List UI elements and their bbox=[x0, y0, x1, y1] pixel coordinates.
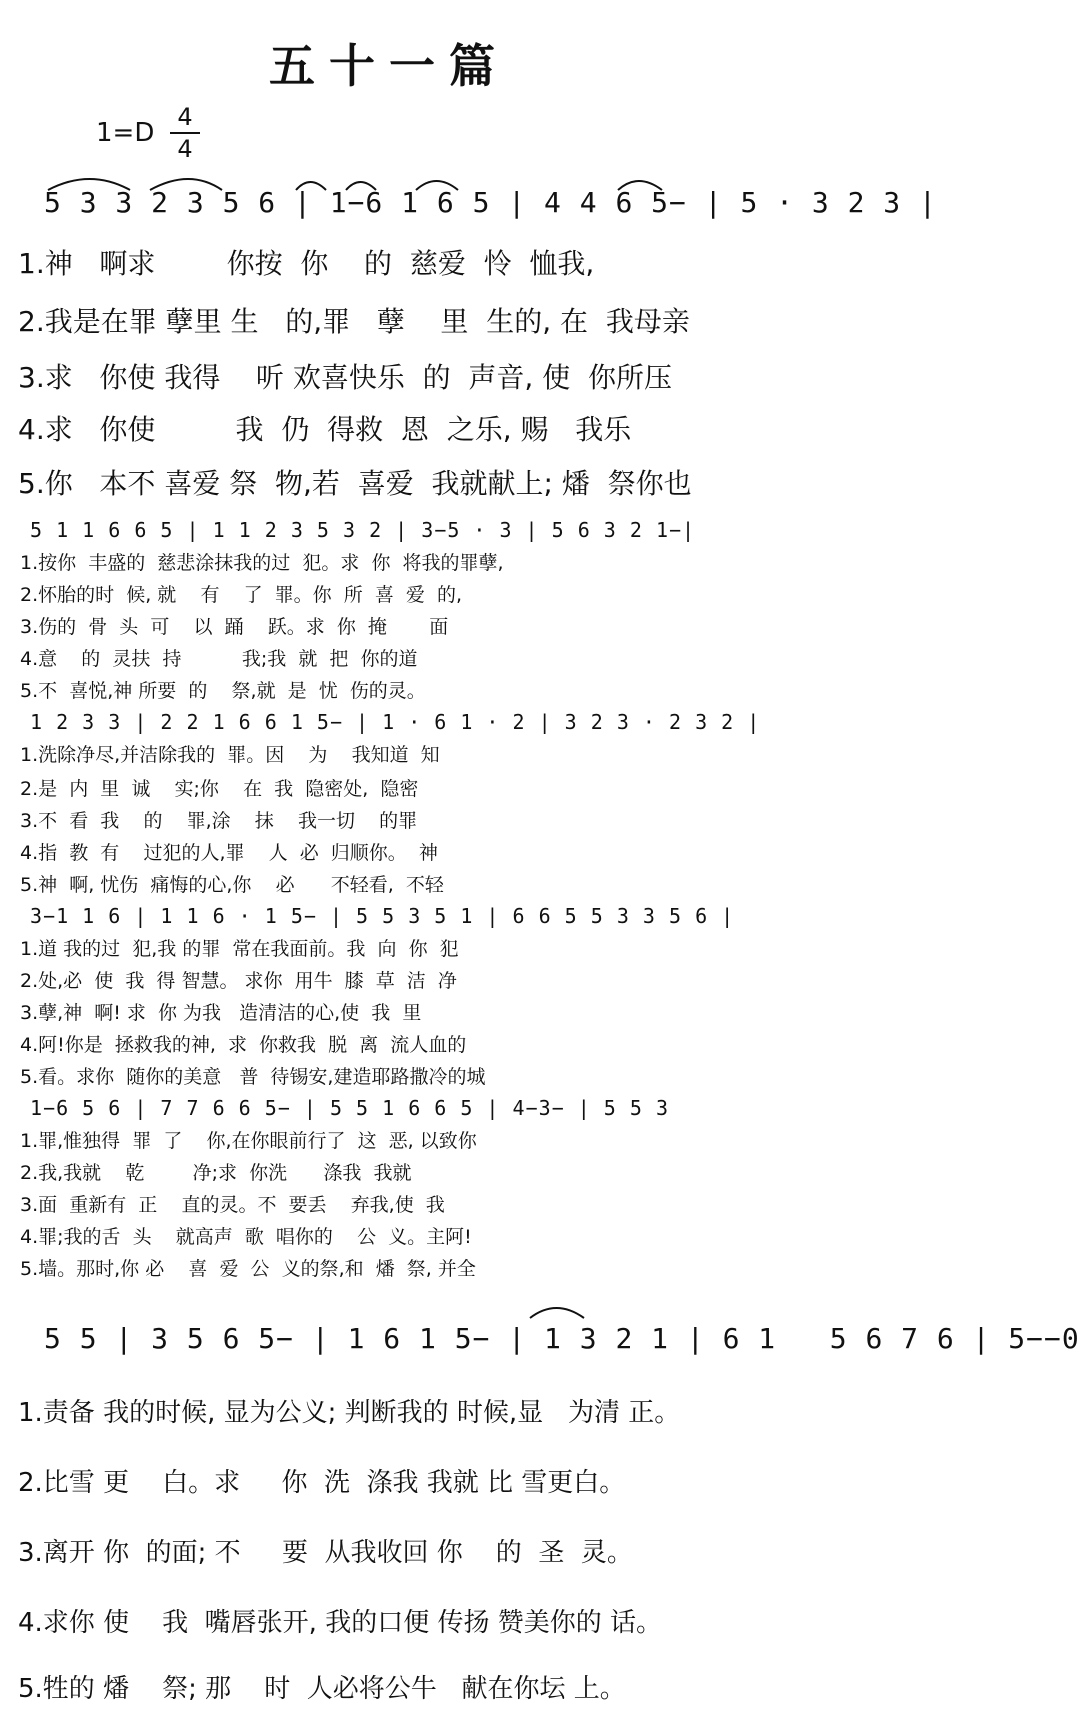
notation-line: 5 3 3 2 3 5 6 | 1−6 1 6 5 | 4 4 6 5− | 5 · 3 2 3 | bbox=[44, 186, 937, 219]
notation-line: 1 2 3 3 | 2 2 1 6 6 1 5− | 1 · 6 1 · 2 | 3 2 3 · 2 3 2 | bbox=[30, 710, 761, 734]
lyric-verse-3: 3.伤的 骨 头 可 以 踊 跃。求 你 掩 面 bbox=[20, 616, 449, 638]
lyric-verse-1: 1.洗除净尽,并洁除我的 罪。因 为 我知道 知 bbox=[20, 744, 440, 766]
lyric-verse-3: 3.孽,神 啊! 求 你 为我 造清洁的心,使 我 里 bbox=[20, 1002, 422, 1024]
lyric-verse-4: 4.意 的 灵扶 持 我;我 就 把 你的道 bbox=[20, 648, 418, 670]
lyric-verse-1: 1.责备 我的时候, 显为公义; 判断我的 时候,显 为清 正。 bbox=[18, 1398, 681, 1428]
lyric-verse-4: 4.罪;我的舌 头 就高声 歌 唱你的 公 义。主阿! bbox=[20, 1226, 472, 1248]
lyric-verse-4: 4.阿!你是 拯救我的神, 求 你救我 脱 离 流人血的 bbox=[20, 1034, 467, 1056]
lyric-verse-5: 5.神 啊, 忧伤 痛悔的心,你 必 不轻看, 不轻 bbox=[20, 874, 444, 896]
lyric-verse-3: 3.不 看 我 的 罪,涂 抹 我一切 的罪 bbox=[20, 810, 418, 832]
lyric-verse-2: 2.我,我就 乾 净;求 你洗 涤我 我就 bbox=[20, 1162, 412, 1184]
lyric-verse-3: 3.面 重新有 正 直的灵。不 要丢 弃我,使 我 bbox=[20, 1194, 445, 1216]
lyric-verse-5: 5.不 喜悦,神 所要 的 祭,就 是 忧 伤的灵。 bbox=[20, 680, 426, 702]
lyric-verse-5: 5.墙。那时,你 必 喜 爱 公 义的祭,和 燔 祭, 并全 bbox=[20, 1258, 476, 1280]
key-signature: 1=D bbox=[96, 118, 155, 148]
notation-line: 3−1 1 6 | 1 1 6 · 1 5− | 5 5 3 5 1 | 6 6 5 5 3 3 5 6 | bbox=[30, 904, 735, 928]
lyric-verse-2: 2.比雪 更 白。求 你 洗 涤我 我就 比 雪更白。 bbox=[18, 1468, 626, 1498]
time-signature-bottom: 4 bbox=[177, 135, 193, 163]
lyric-verse-5: 5.你 本不 喜爱 祭 物,若 喜爱 我就献上; 燔 祭你也 bbox=[18, 467, 692, 500]
lyric-verse-1: 1.神 啊求 你按 你 的 慈爱 怜 恤我, bbox=[18, 247, 595, 280]
page-title: 五十一篇 bbox=[269, 39, 509, 93]
lyric-verse-4: 4.求 你使 我 仍 得救 恩 之乐, 赐 我乐 bbox=[18, 413, 632, 446]
lyric-verse-2: 2.处,必 使 我 得 智慧。 求你 用牛 膝 草 洁 净 bbox=[20, 970, 457, 992]
time-signature-top: 4 bbox=[177, 103, 193, 131]
lyric-verse-2: 2.是 内 里 诚 实;你 在 我 隐密处, 隐密 bbox=[20, 778, 419, 800]
time-signature bbox=[170, 104, 200, 162]
notation-line: 5 1 1 6 6 5 | 1 1 2 3 5 3 2 | 3−5 · 3 | 5 6 3 2 1−| bbox=[30, 518, 696, 542]
lyric-verse-1: 1.道 我的过 犯,我 的罪 常在我面前。我 向 你 犯 bbox=[20, 938, 459, 960]
notation-line: 5 5 | 3 5 6 5− | 1 6 1 5− | 1 3 2 1 | 6 1 5 6 7 6 | 5−−0 bbox=[44, 1322, 1080, 1355]
lyric-verse-5: 5.看。求你 随你的美意 普 待锡安,建造耶路撒冷的城 bbox=[20, 1066, 486, 1088]
lyric-verse-4: 4.求你 使 我 嘴唇张开, 我的口便 传扬 赞美你的 话。 bbox=[18, 1608, 662, 1638]
lyric-verse-3: 3.求 你使 我得 听 欢喜快乐 的 声音, 使 你所压 bbox=[18, 361, 673, 394]
time-signature-divider bbox=[170, 132, 200, 134]
lyric-verse-3: 3.离开 你 的面; 不 要 从我收回 你 的 圣 灵。 bbox=[18, 1538, 633, 1568]
lyric-verse-1: 1.按你 丰盛的 慈悲涂抹我的过 犯。求 你 将我的罪孽, bbox=[20, 552, 504, 574]
lyric-verse-5: 5.牲的 燔 祭; 那 时 人必将公牛 献在你坛 上。 bbox=[18, 1674, 626, 1704]
lyric-verse-4: 4.指 教 有 过犯的人,罪 人 必 归顺你。 神 bbox=[20, 842, 438, 864]
lyric-verse-2: 2.怀胎的时 候, 就 有 了 罪。你 所 喜 爱 的, bbox=[20, 584, 463, 606]
lyric-verse-2: 2.我是在罪 孽里 生 的,罪 孽 里 生的, 在 我母亲 bbox=[18, 305, 690, 338]
lyric-verse-1: 1.罪,惟独得 罪 了 你,在你眼前行了 这 恶, 以致你 bbox=[20, 1130, 477, 1152]
notation-line: 1−6 5 6 | 7 7 6 6 5− | 5 5 1 6 6 5 | 4−3− | 5 5 3 bbox=[30, 1096, 670, 1120]
